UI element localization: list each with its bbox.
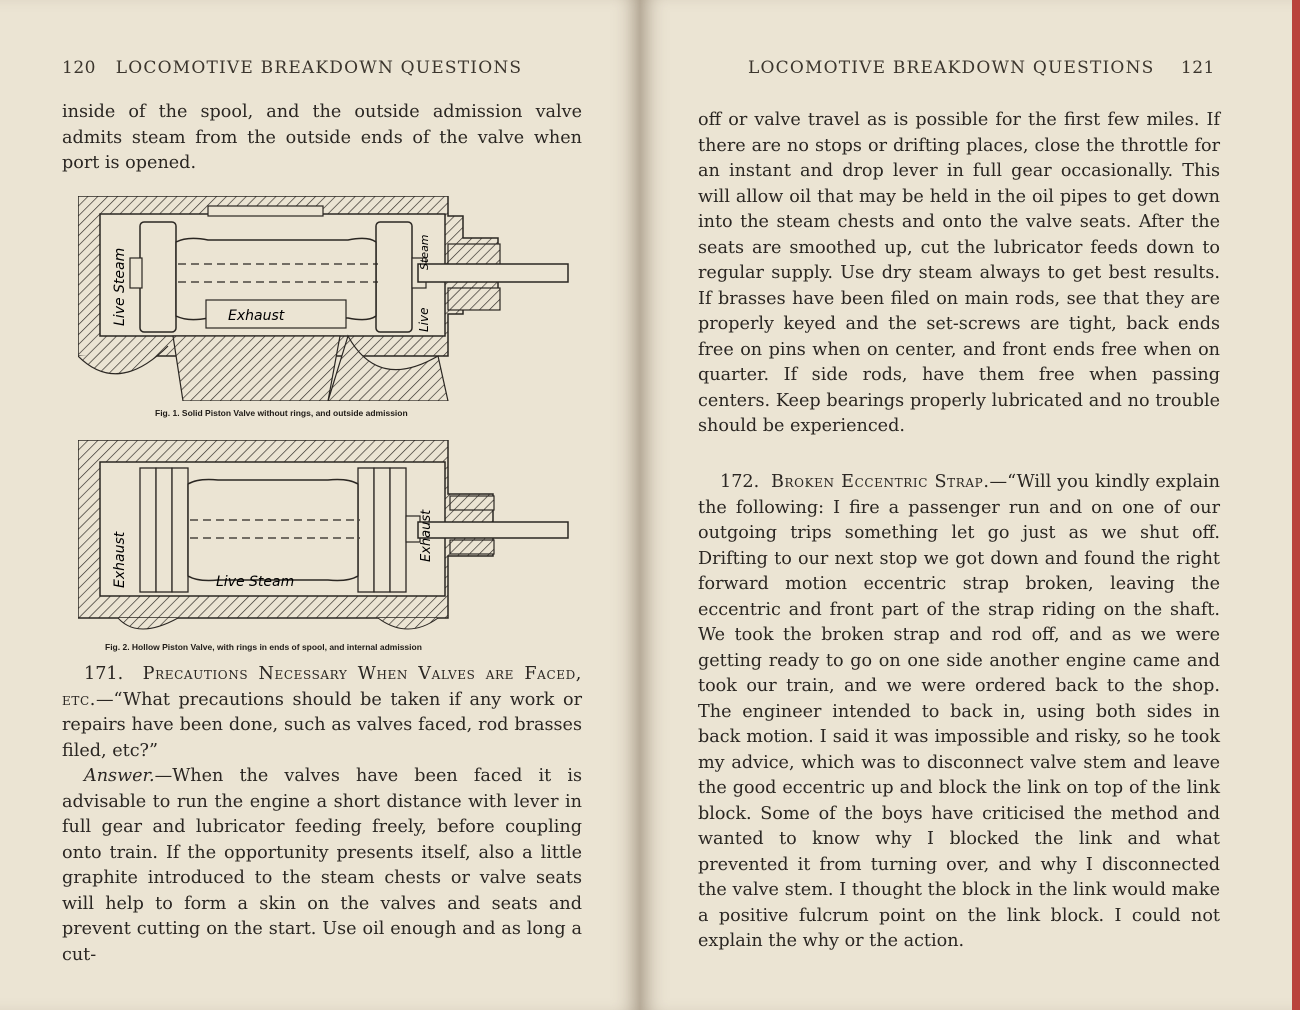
figure-1 [78, 196, 573, 405]
right-running-head [748, 58, 1215, 78]
intro-paragraph-text: inside of the spool, and the outside admission valve admits steam from the outside ends of the valve when port is opened. [62, 102, 582, 173]
figure-1-label-live: Live [417, 307, 431, 332]
figure-1-caption: Fig. 1. Solid Piston Valve without rings, and outside admission [155, 408, 408, 418]
right-running-head-title: LOCOMOTIVE BREAKDOWN QUESTIONS [748, 58, 1155, 78]
section-172 [698, 470, 1220, 955]
section-172-heading: Broken Eccentric Strap. [771, 472, 990, 492]
continued-paragraph-text: off or valve travel as is possible for the first few miles. If there are no stops or drifting places, close the throttle for an instant and drop lever in full gear occasionally. This will allow oil that may be held in the oil pipes to get down into the steam chests and onto the valve seats. After the seats are smoothed up, cut the lubricator feeds down to regular supply. Use dry steam always to get best results. If brasses have been filed on main rods, see that they are properly keyed and the set-screws are tight, back ends free on pins when on center, and front ends free when on quarter. If side rods, have them free when passing centers. Keep bearings properly lubricated and no trouble should be experienced. [698, 110, 1220, 436]
figure-2-diagram [78, 440, 573, 640]
section-172-number: 172. [720, 472, 760, 492]
figure-2-label-exhaust-right: Exhaust [419, 509, 434, 562]
continued-paragraph [698, 108, 1220, 440]
figure-2-label-live-steam: Live Steam [216, 574, 295, 590]
intro-paragraph [62, 100, 582, 177]
section-171-answer: —When the valves have been faced it is advisable to run the engine a short distance with lever in full gear and lubricator feeding freely, before coupling onto train. If the opportunity presents itself, also a little graphite introduced to the steam chests or valve seats will help to form a skin on the valves and seats and prevent cutting on the start. Use oil enough and as long a cut- [62, 766, 582, 965]
section-171-question: —“What precautions should be taken if any work or repairs have been done, such as valves faced, rod brasses filed, etc?” [62, 689, 582, 761]
left-running-head [62, 58, 522, 78]
section-171-question-para [62, 662, 582, 764]
figure-1-label-exhaust: Exhaust [228, 308, 285, 324]
section-172-para [698, 470, 1220, 955]
figure-1-label-steam: Steam [418, 234, 431, 270]
left-page [0, 0, 640, 1010]
left-page-number: 120 [62, 58, 96, 78]
section-171-heading: Precautions Necessary When Valves are Faced, etc. [62, 664, 582, 710]
right-page [640, 0, 1292, 1010]
section-171-answer-label: Answer. [84, 766, 155, 786]
book-edge [1292, 0, 1300, 1010]
figure-2-caption: Fig. 2. Hollow Piston Valve, with rings in ends of spool, and internal admission [105, 642, 422, 652]
right-page-number: 121 [1180, 58, 1215, 78]
left-running-head-title: LOCOMOTIVE BREAKDOWN QUESTIONS [115, 58, 523, 78]
figure-2 [78, 440, 573, 644]
figure-1-diagram [78, 196, 573, 401]
figure-2-label-exhaust-left: Exhaust [112, 531, 128, 588]
section-171-answer-para [62, 764, 582, 968]
figure-1-label-live-steam: Live Steam [112, 247, 128, 326]
section-172-text: —“Will you kindly explain the following: I fire a passenger run and on one of our outgoing trips something let go just as we shut off. Drifting to our next stop we got down and found the right forward motion eccentric strap broken, leaving the eccentric and front part of the strap riding on the shaft. We took the broken strap and rod off, and as we were getting ready to go on one side another engine came and took our train, and we were ordered back to the shop. The engineer intended to back in, using both sides in back motion. I said it was impossible and risky, so he took my advice, which was to disconnect valve stem and leave the good eccentric up and block the link on top of the link block. Some of the boys have criticised the method and wanted to know why I blocked the link and what prevented it from turning over, and why I disconnected the valve stem. I thought the block in the link would make a positive fulcrum point on the link block. I could not explain the why or the action. [698, 472, 1220, 951]
section-171 [62, 662, 582, 968]
section-171-number: 171. [84, 664, 124, 684]
